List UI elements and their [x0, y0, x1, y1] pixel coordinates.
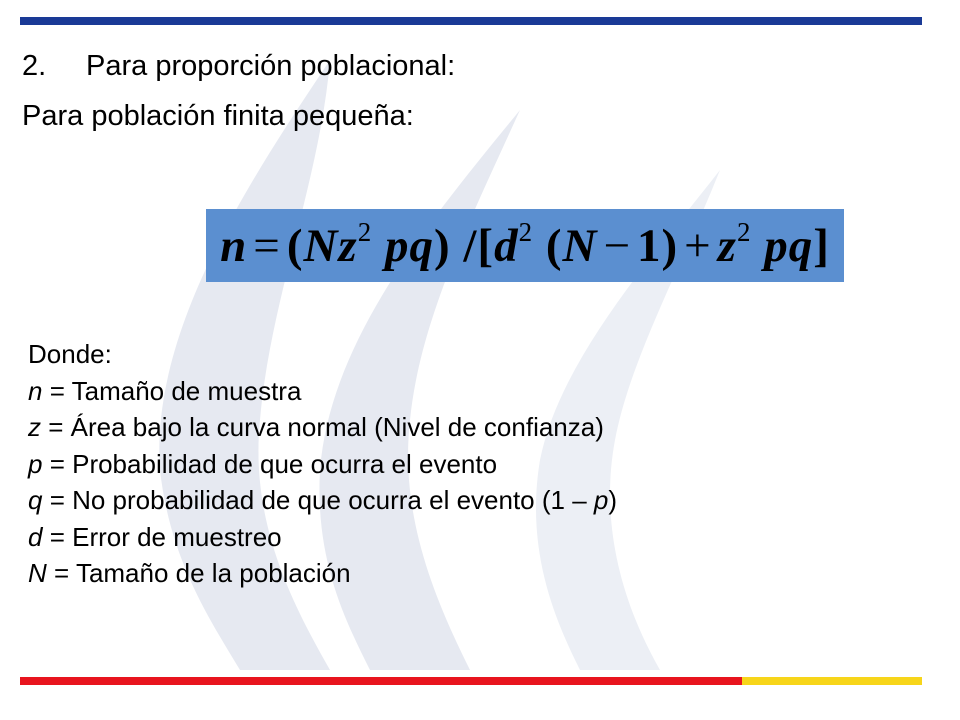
formula-N-2: N: [562, 219, 598, 272]
definition-item: [28, 446, 617, 483]
formula-equals: =: [253, 219, 281, 272]
heading-number: 2.: [22, 50, 47, 82]
formula-minus: −: [603, 219, 631, 272]
definition-text: = Probabilidad de que ocurra el evento: [42, 448, 498, 479]
definition-text: = Tamaño de muestra: [42, 375, 302, 406]
formula-n: n: [220, 219, 248, 272]
definition-symbol: n: [28, 375, 43, 406]
definitions-intro: Donde:: [28, 339, 112, 369]
definition-symbol: N: [28, 558, 47, 588]
slide-subheading: Para población finita pequeña:: [22, 100, 414, 132]
definition-item: [28, 482, 617, 519]
formula-close-bracket: ]: [813, 219, 830, 272]
definition-text: = No probabilidad de que ocurra el evento (1 –: [42, 485, 594, 515]
definition-text: = Área bajo la curva normal (Nivel de confianza): [41, 412, 604, 442]
formula-exponent: 2: [518, 216, 534, 247]
sample-size-formula: [220, 216, 830, 273]
formula-z: z: [338, 219, 358, 272]
formula-N: N: [303, 219, 339, 272]
definition-item: [28, 409, 617, 446]
formula-d: d: [494, 219, 519, 272]
formula-plus: +: [684, 219, 712, 272]
definition-item: [28, 519, 617, 556]
definitions-list: [28, 336, 617, 592]
formula-box: [206, 209, 844, 282]
formula-slash-bracket: /[: [463, 219, 495, 272]
formula-exponent: 2: [736, 216, 752, 247]
definition-symbol-after: p: [593, 485, 609, 515]
formula-pq-2: pq: [764, 219, 814, 272]
formula-z-2: z: [717, 219, 737, 272]
definition-symbol: z: [28, 412, 41, 442]
definition-text: = Tamaño de la población: [46, 558, 351, 588]
definition-symbol: d: [28, 521, 43, 552]
slide-heading: [22, 48, 455, 84]
formula-exponent: 2: [357, 216, 373, 247]
definition-text: = Error de muestreo: [42, 521, 282, 552]
formula-open-paren: (: [286, 219, 304, 272]
definition-symbol: q: [28, 485, 43, 515]
formula-close-paren-2: ): [661, 219, 679, 272]
formula-pq: pq: [384, 219, 434, 272]
formula-one: 1: [636, 219, 662, 272]
definition-text-after: ): [608, 485, 618, 515]
formula-close-paren: ): [433, 219, 451, 272]
definition-item: [28, 555, 617, 592]
heading-title: Para proporción poblacional:: [86, 50, 456, 82]
formula-open-paren-2: (: [545, 219, 563, 272]
definition-item: [28, 373, 617, 410]
definition-symbol: p: [28, 448, 43, 479]
